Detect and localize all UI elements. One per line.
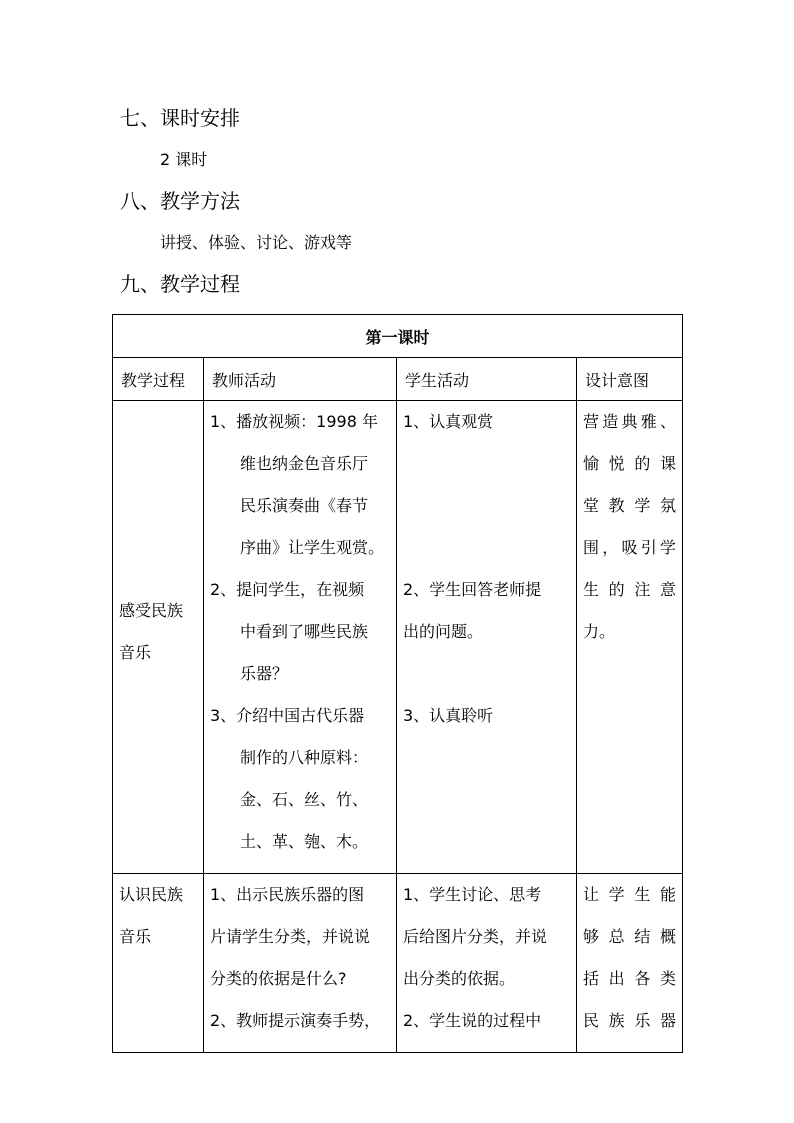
- student-activity-text: 出的问题。: [403, 622, 484, 641]
- design-intent-text: 围，吸引学: [583, 538, 677, 557]
- stage-text: 音乐: [119, 643, 152, 662]
- section-heading-schedule: 七、课时安排: [120, 106, 240, 130]
- design-intent-text: 生的注意: [583, 580, 677, 599]
- design-intent-text: 营造典雅、: [583, 412, 677, 431]
- design-intent-cell: [577, 874, 683, 1053]
- teacher-activity-text: 1、播放视频：1998 年: [210, 412, 378, 431]
- teacher-activity-text: 金、石、丝、竹、: [240, 790, 369, 809]
- student-activity-text: 2、学生说的过程中: [403, 1011, 542, 1030]
- teacher-activity-text: 2、教师提示演奏手势，: [210, 1011, 381, 1030]
- student-activity-cell: [397, 401, 577, 874]
- teacher-activity-text: 土、革、匏、木。: [240, 832, 369, 851]
- design-intent-text: 让学生能: [583, 885, 677, 904]
- student-activity-text: 2、学生回答老师提: [403, 580, 542, 599]
- table-row: [113, 401, 683, 874]
- table-title: 第一课时: [113, 315, 683, 358]
- teacher-activity-text: 维也纳金色音乐厅: [240, 454, 369, 473]
- section-heading-process: 九、教学过程: [120, 272, 240, 296]
- student-activity-text: 后给图片分类，并说: [403, 927, 548, 946]
- design-intent-text: 愉悦的课: [583, 454, 677, 473]
- teacher-activity-cell: [204, 874, 397, 1053]
- stage-cell: [113, 401, 204, 874]
- teacher-activity-text: 序曲》让学生观赏。: [240, 538, 385, 557]
- teacher-activity-text: 中看到了哪些民族: [240, 622, 369, 641]
- column-header: 学生活动: [397, 358, 577, 401]
- student-activity-text: 3、认真聆听: [403, 706, 494, 725]
- column-header: 设计意图: [577, 358, 683, 401]
- stage-text: 感受民族: [119, 601, 184, 620]
- teacher-activity-text: 片请学生分类，并说说: [210, 927, 371, 946]
- design-intent-text: 够总结概: [583, 927, 677, 946]
- table-header-row: [113, 358, 683, 401]
- teacher-activity-text: 分类的依据是什么?: [210, 969, 347, 988]
- lesson-table: [112, 314, 683, 1053]
- design-intent-text: 括出各类: [583, 969, 677, 988]
- teacher-activity-text: 乐器？: [240, 664, 289, 683]
- section-body-schedule: 2 课时: [160, 150, 208, 169]
- teacher-activity-text: 制作的八种原料：: [240, 748, 369, 767]
- design-intent-cell: [577, 401, 683, 874]
- teacher-activity-text: 1、出示民族乐器的图: [210, 885, 365, 904]
- column-header: 教师活动: [204, 358, 397, 401]
- design-intent-text: 堂教学氛: [583, 496, 677, 515]
- stage-text: 音乐: [119, 927, 152, 946]
- column-header: 教学过程: [113, 358, 204, 401]
- student-activity-text: 1、学生讨论、思考: [403, 885, 542, 904]
- section-heading-methods: 八、教学方法: [120, 189, 240, 213]
- student-activity-cell: [397, 874, 577, 1053]
- teacher-activity-text: 民乐演奏曲《春节: [240, 496, 369, 515]
- stage-cell: [113, 874, 204, 1053]
- stage-text: 认识民族: [119, 885, 184, 904]
- table-row: [113, 874, 683, 1053]
- design-intent-text: 民族乐器: [583, 1011, 677, 1030]
- teacher-activity-text: 2、提问学生，在视频: [210, 580, 365, 599]
- teacher-activity-cell: [204, 401, 397, 874]
- section-body-methods: 讲授、体验、讨论、游戏等: [160, 233, 353, 252]
- table-title-row: [113, 315, 683, 358]
- student-activity-text: 1、认真观赏: [403, 412, 494, 431]
- student-activity-text: 出分类的依据。: [403, 969, 516, 988]
- design-intent-text: 力。: [583, 622, 616, 641]
- teacher-activity-text: 3、介绍中国古代乐器: [210, 706, 365, 725]
